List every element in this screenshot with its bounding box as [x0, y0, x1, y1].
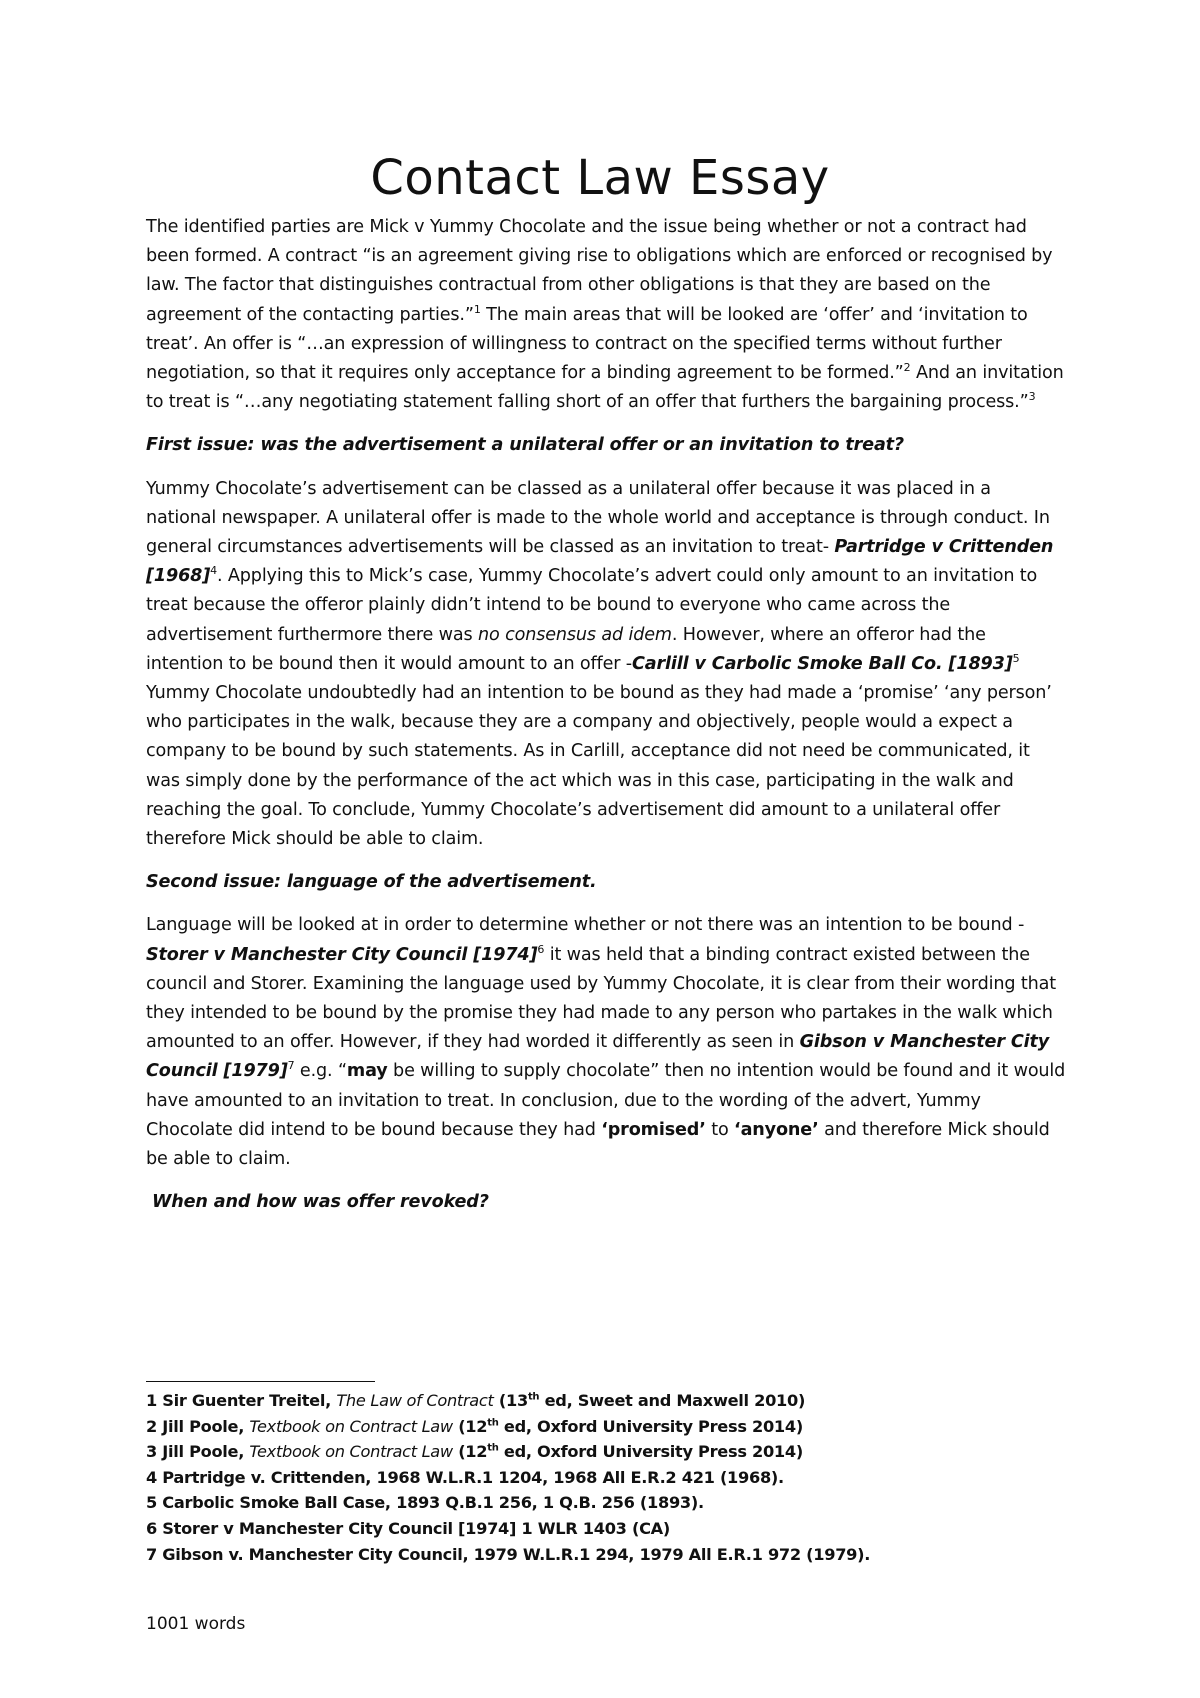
footnote-2-work: Textbook on Contract Law	[249, 1416, 453, 1436]
case-gibson: Gibson v Manchester City Council [1979]	[146, 1032, 1050, 1082]
footnote-3-mid: (12	[452, 1442, 488, 1462]
intro-text-b: The main areas that will be looked are ‘offer’ and ‘invitation to treat’. An offer is “…an expression of willingness to contract on the specified terms without further negotiation, so that it requires only acceptance for a binding agreement to be formed.”	[146, 304, 1028, 384]
footnote-3	[146, 1439, 1066, 1465]
footnote-ref-7[interactable]: 7	[287, 1059, 295, 1073]
intro-text-a: The identified parties are Mick v Yummy Chocolate and the issue being whether or not a contract had been formed. A contract “is an agreement giving rise to obligations which are enforced or recognised by law. The factor that distinguishes contractual from other obligations is that they are based on the agreement of the contacting parties.”	[146, 217, 1053, 325]
footnote-1-sup: th	[527, 1391, 540, 1403]
footnote-3-post: ed, Oxford University Press 2014)	[498, 1442, 803, 1462]
p2-text-c: . However, where an offeror had the intention to be bound then it would amount to an offer -	[146, 624, 986, 674]
footnote-ref-2[interactable]: 2	[903, 361, 911, 375]
section-heading-second-issue: Second issue: language of the advertisement.	[146, 872, 597, 893]
p3-text-f: and therefore Mick should be able to claim.	[146, 1119, 1050, 1170]
word-count: 1001 words	[146, 1614, 246, 1634]
p3-text-e: to	[705, 1119, 735, 1140]
footnote-ref-1[interactable]: 1	[473, 302, 481, 316]
footnote-4: 4 Partridge v. Crittenden, 1968 W.L.R.1 1204, 1968 All E.R.2 421 (1968).	[146, 1467, 784, 1487]
p2-text-a: Yummy Chocolate’s advertisement can be classed as a unilateral offer because it was placed in a national newspaper. A unilateral offer is made to the whole world and acceptance is through conduct. In general circumstances advertisements will be classed as an invitation to treat-	[146, 478, 1050, 558]
word-promised: ‘promised’	[601, 1119, 706, 1140]
footnote-3-pre: 3 Jill Poole,	[146, 1442, 250, 1462]
p3-text-d: be willing to supply chocolate” then no intention would be found and it would have amounted to an invitation to treat. In conclusion, due to the wording of the advert, Yummy Chocolate did intend to be bound because they had	[146, 1061, 1066, 1140]
essay-body	[146, 213, 1066, 1218]
footnote-separator	[146, 1381, 375, 1382]
section-heading-first-issue: First issue: was the advertisement a unilateral offer or an invitation to treat?	[146, 435, 904, 456]
p2-text-b: . Applying this to Mick’s case, Yummy Chocolate’s advert could only amount to an invitation to treat because the offeror plainly didn’t intend to be bound to everyone who came across the advertisement furthermore there was	[146, 566, 1038, 645]
footnote-ref-6[interactable]: 6	[537, 942, 545, 956]
intro-text-c: And an invitation to treat is “…any negotiating statement falling short of an offer that furthers the bargaining process.”	[146, 363, 1064, 413]
footnote-2-post: ed, Oxford University Press 2014)	[498, 1416, 803, 1436]
footnote-1-work: The Law of Contract	[336, 1391, 494, 1410]
latin-phrase: no consensus ad idem	[478, 624, 672, 645]
footnotes	[146, 1388, 1066, 1567]
essay-title: Contact Law Essay	[370, 150, 830, 206]
second-issue-paragraph	[146, 911, 1066, 1174]
case-storer: Storer v Manchester City Council [1974]	[146, 944, 538, 965]
footnote-6: 6 Storer v Manchester City Council [1974] 1 WLR 1403 (CA)	[146, 1518, 670, 1538]
first-issue-paragraph	[146, 475, 1066, 855]
word-anyone: ‘anyone’	[734, 1119, 819, 1140]
p3-text-c: e.g. “	[294, 1061, 347, 1082]
footnote-1-pre: 1 Sir Guenter Treitel,	[146, 1391, 337, 1410]
case-carlill: Carlill v Carbolic Smoke Ball Co. [1893]	[632, 653, 1013, 674]
footnote-5: 5 Carbolic Smoke Ball Case, 1893 Q.B.1 256, 1 Q.B. 256 (1893).	[146, 1493, 704, 1513]
footnote-2-mid: (12	[452, 1416, 488, 1436]
intro-paragraph	[146, 213, 1066, 417]
p2-text-d: Yummy Chocolate undoubtedly had an intention to be bound as they had made a ‘promise’ ‘any person’ who participates in the walk, because they are a company and objectively, people would a expect a company to be bound by such statements. As in Carlill, acceptance did not need be communicated, it was simply done by the performance of the act which was in this case, participating in the walk and reaching the goal. To conclude, Yummy Chocolate’s advertisement did amount to a unilateral offer therefore Mick should be able to claim.	[146, 683, 1052, 850]
p3-text-a: Language will be looked at in order to determine whether or not there was an intention to be bound -	[146, 915, 1025, 936]
footnote-ref-5[interactable]: 5	[1012, 651, 1020, 665]
footnote-1-post: ed, Sweet and Maxwell 2010)	[539, 1391, 806, 1410]
footnote-ref-3[interactable]: 3	[1028, 390, 1036, 404]
footnote-3-work: Textbook on Contract Law	[249, 1442, 453, 1462]
footnote-1	[146, 1388, 1066, 1414]
p3-text-b: it was held that a binding contract existed between the council and Storer. Examining the language used by Yummy Chocolate, it is clear from their wording that they intended to be bound by the promise they had made to any person who partakes in the walk which amounted to an offer. However, if they had worded it differently as seen in	[146, 944, 1056, 1053]
footnote-7: 7 Gibson v. Manchester City Council, 1979 W.L.R.1 294, 1979 All E.R.1 972 (1979).	[146, 1544, 871, 1564]
footnote-ref-4[interactable]: 4	[210, 564, 218, 578]
footnote-1-mid: (13	[493, 1391, 528, 1410]
word-may: may	[346, 1061, 388, 1082]
footnote-2-sup: th	[487, 1417, 499, 1429]
footnote-2	[146, 1414, 1066, 1440]
case-partridge: Partridge v Crittenden [1968]	[146, 537, 1054, 587]
footnote-3-sup: th	[487, 1442, 499, 1454]
section-heading-revocation: When and how was offer revoked?	[146, 1192, 489, 1213]
footnote-2-pre: 2 Jill Poole,	[146, 1416, 250, 1436]
